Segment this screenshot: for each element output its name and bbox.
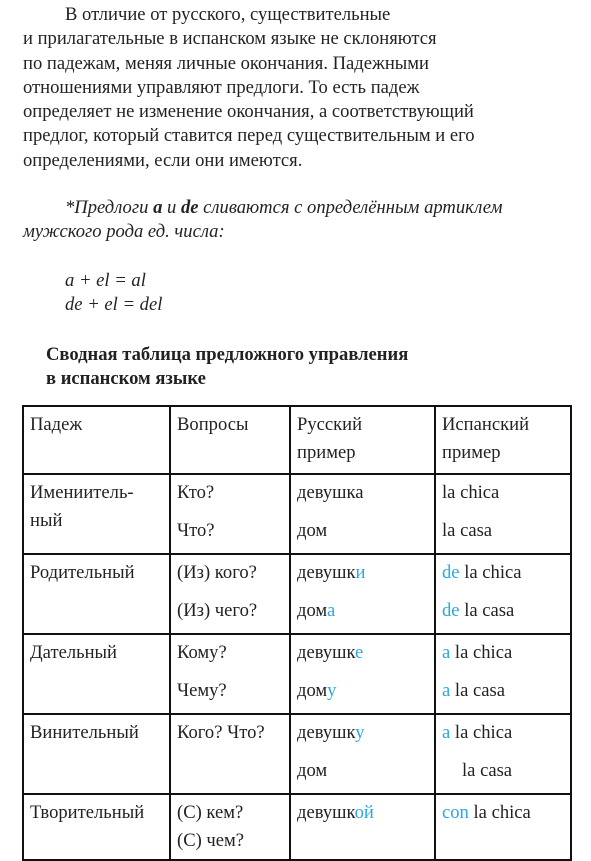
paragraph-line: отношениями управляют предлоги. То есть падеж	[23, 76, 420, 98]
preposition-a: a	[153, 197, 163, 218]
word-stem: девушк	[297, 802, 355, 823]
spanish-cell	[435, 714, 571, 794]
questions-cell	[170, 634, 290, 714]
word-ending: ой	[354, 802, 374, 823]
spanish-example	[442, 559, 564, 587]
header-text: Русский	[297, 414, 363, 435]
spanish-example	[442, 517, 564, 545]
spanish-phrase: la chica	[442, 482, 500, 503]
case-name: Имениитель-	[30, 482, 134, 503]
spanish-cell	[435, 634, 571, 714]
spanish-phrase: la casa	[459, 600, 515, 621]
table-heading	[46, 343, 408, 392]
spanish-example	[442, 677, 564, 705]
word-ending: у	[327, 680, 337, 701]
russian-cell	[290, 794, 435, 860]
table-row-dative	[23, 634, 571, 714]
case-cell	[23, 794, 170, 860]
case-cell	[23, 714, 170, 794]
contraction-formulas	[65, 269, 162, 318]
question: Что?	[177, 520, 215, 541]
question: Чему?	[177, 680, 227, 701]
question: Кто?	[177, 482, 215, 503]
russian-example	[297, 757, 428, 785]
word-stem: девушк	[297, 722, 356, 743]
header-text: пример	[297, 442, 356, 463]
question: (С) кем?	[177, 802, 244, 823]
word-stem: девушк	[297, 642, 356, 663]
paragraph-line: предлог, который ставится перед существительным и его	[23, 125, 475, 147]
russian-cell	[290, 554, 435, 634]
spanish-example	[442, 799, 564, 827]
spanish-phrase: la casa	[442, 520, 493, 541]
word-ending: и	[355, 562, 366, 583]
note-text: и	[162, 197, 181, 218]
formula-del: de + el = del	[65, 294, 163, 316]
spanish-phrase: la chica	[450, 642, 513, 663]
spanish-phrase: la chica	[468, 802, 531, 823]
paragraph-line: определениями, если они имеются.	[23, 149, 303, 171]
spanish-phrase: la casa	[462, 760, 513, 781]
question: Кому?	[177, 642, 227, 663]
table-row-genitive	[23, 554, 571, 634]
header-cell-questions	[170, 406, 290, 474]
case-cell	[23, 474, 170, 554]
preposition: de	[442, 562, 460, 583]
case-name: Творительный	[30, 802, 145, 823]
russian-cell	[290, 714, 435, 794]
word-stem: дом	[297, 520, 328, 541]
case-name: ный	[30, 510, 63, 531]
russian-example	[297, 677, 428, 705]
spanish-phrase: la chica	[459, 562, 522, 583]
header-text: пример	[442, 442, 501, 463]
heading-line: Сводная таблица предложного управления	[46, 344, 409, 365]
spanish-phrase: la casa	[450, 680, 505, 701]
paragraph-line: по падежам, меняя личные окончания. Падежными	[23, 52, 430, 74]
russian-example	[297, 719, 428, 747]
word-ending: у	[355, 722, 365, 743]
header-text: Падеж	[30, 414, 83, 435]
russian-example	[297, 517, 428, 545]
question: (Из) чего?	[177, 600, 258, 621]
questions-cell	[170, 794, 290, 860]
spanish-phrase: la chica	[450, 722, 513, 743]
article-contraction-note	[23, 196, 568, 245]
preposition: con	[442, 802, 469, 823]
preposition-de: de	[180, 197, 199, 218]
preposition-table	[22, 405, 572, 861]
note-line	[23, 196, 568, 220]
note-text: сливаются с определённым артиклем	[198, 197, 503, 218]
spanish-example	[442, 757, 564, 785]
russian-example	[297, 799, 428, 827]
word-stem: девушка	[297, 482, 364, 503]
preposition: de	[442, 600, 460, 621]
russian-example	[297, 639, 428, 667]
header-text: Вопросы	[177, 414, 249, 435]
preposition: a	[442, 722, 451, 743]
spanish-example	[442, 479, 564, 507]
question: (Из) кого?	[177, 562, 257, 583]
spanish-cell	[435, 474, 571, 554]
word-stem: дом	[297, 600, 328, 621]
word-stem: девушк	[297, 562, 356, 583]
russian-cell	[290, 634, 435, 714]
paragraph-line: и прилагательные в испанском языке не склоняются	[23, 28, 437, 50]
spanish-example	[442, 597, 564, 625]
questions-cell	[170, 474, 290, 554]
preposition: a	[442, 680, 451, 701]
heading-line: в испанском языке	[46, 368, 206, 390]
spanish-cell	[435, 554, 571, 634]
word-ending: а	[327, 600, 336, 621]
word-stem: дом	[297, 680, 328, 701]
question: Кого? Что?	[177, 722, 265, 743]
case-cell	[23, 634, 170, 714]
formula-al: a + el = al	[65, 270, 146, 291]
header-text: Испанский	[442, 414, 530, 435]
case-cell	[23, 554, 170, 634]
header-cell-russian	[290, 406, 435, 474]
table-row-instrumental	[23, 794, 571, 860]
russian-example	[297, 479, 428, 507]
header-cell-case	[23, 406, 170, 474]
paragraph-line: определяет не изменение окончания, а соответствующий	[23, 101, 474, 123]
table-header-row	[23, 406, 571, 474]
questions-cell	[170, 714, 290, 794]
case-name: Дательный	[30, 642, 117, 663]
spanish-example	[442, 719, 564, 747]
spanish-cell	[435, 794, 571, 860]
russian-example	[297, 597, 428, 625]
russian-example	[297, 559, 428, 587]
table-row-nominative	[23, 474, 571, 554]
case-name: Родительный	[30, 562, 135, 583]
spanish-example	[442, 639, 564, 667]
paragraph-line: В отличие от русского, существительные	[65, 4, 391, 25]
note-line: мужского рода ед. числа:	[23, 221, 225, 243]
word-stem: дом	[297, 760, 328, 781]
note-text: *Предлоги	[65, 197, 154, 218]
table-row-accusative	[23, 714, 571, 794]
word-ending: е	[355, 642, 364, 663]
questions-cell	[170, 554, 290, 634]
question: (С) чем?	[177, 830, 245, 851]
russian-cell	[290, 474, 435, 554]
intro-paragraph	[23, 3, 568, 173]
case-name: Винительный	[30, 722, 139, 743]
header-cell-spanish	[435, 406, 571, 474]
preposition: a	[442, 642, 451, 663]
